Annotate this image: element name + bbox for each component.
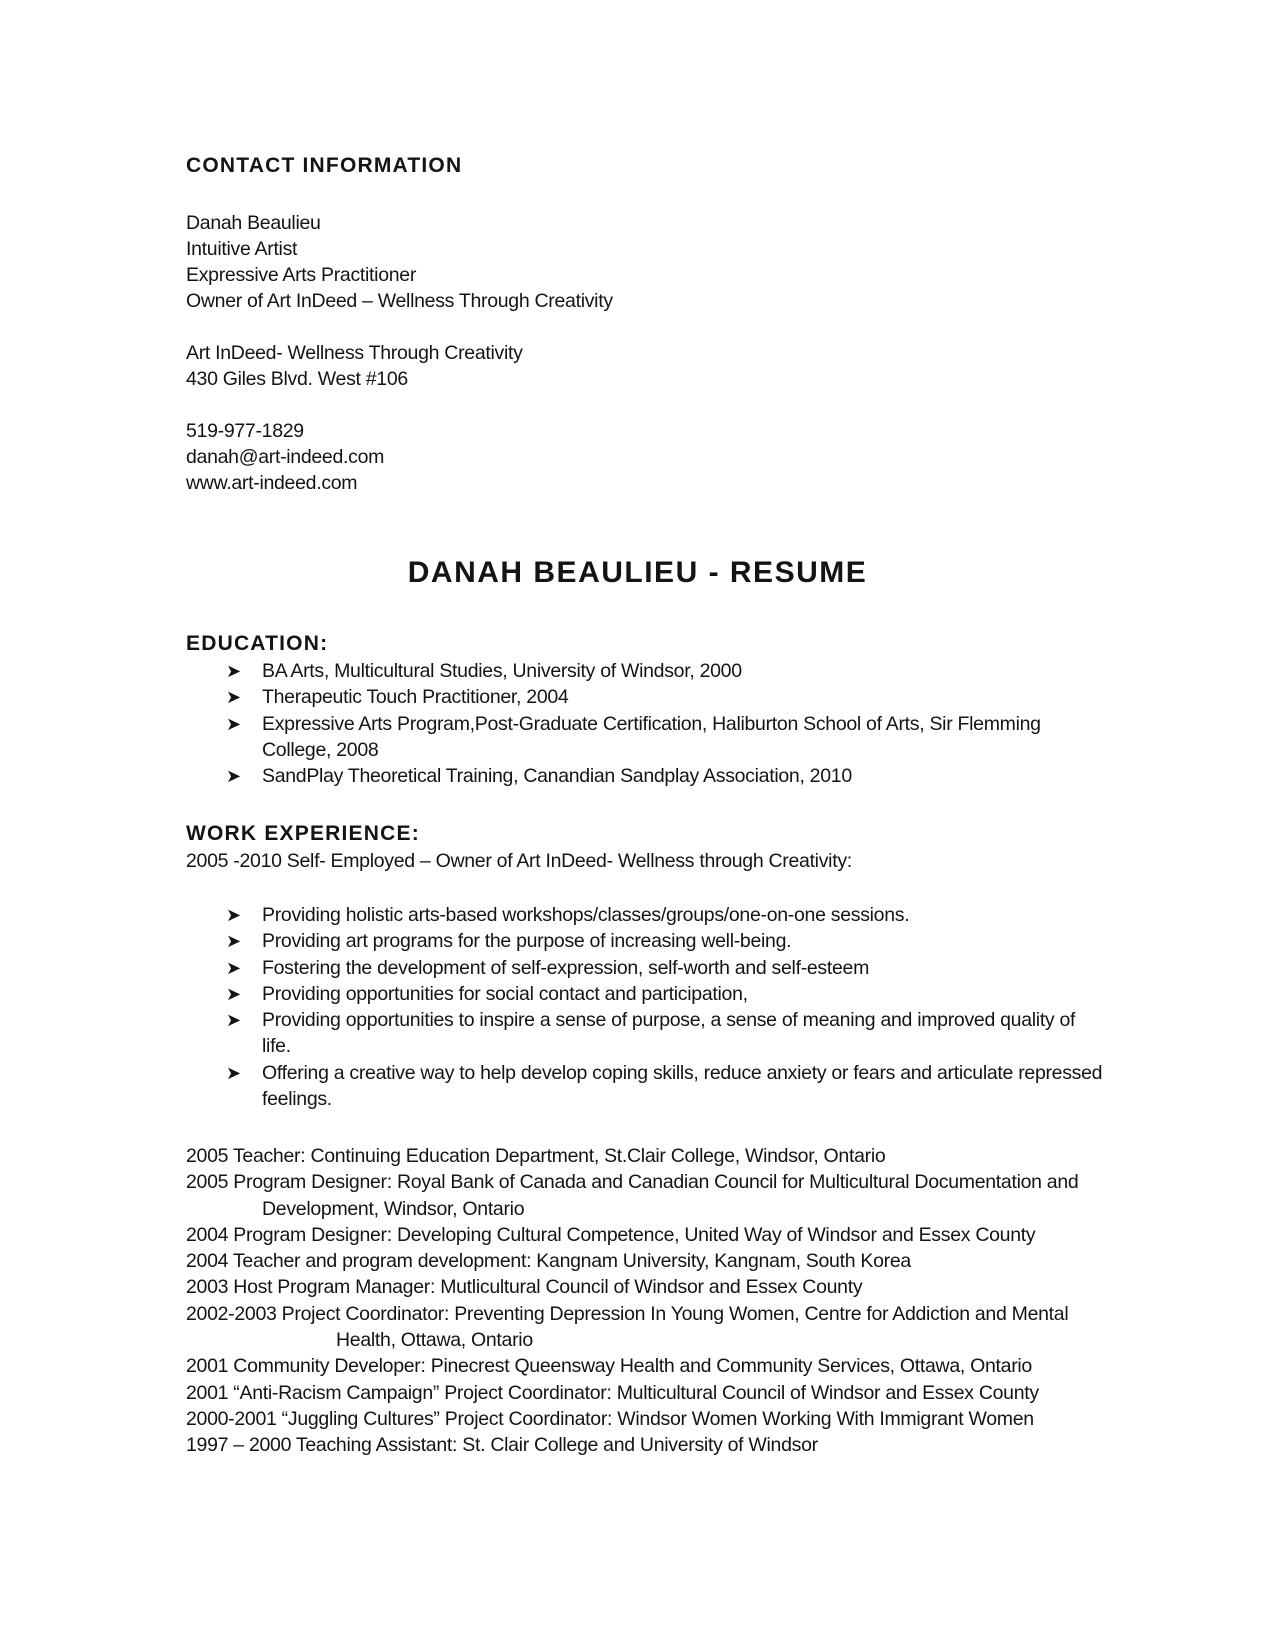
work-duty: Fostering the development of self-expression, self-worth and self-esteem (262, 956, 870, 979)
work-intro: 2005 -2010 Self- Employed – Owner of Art InDeed- Wellness through Creativity: (186, 850, 852, 872)
education-item: Expressive Arts Program,Post-Graduate Certification, Haliburton School of Arts, Sir Flemming College, 2008 (262, 712, 1041, 761)
contact-phone: 519-977-1829 (186, 420, 304, 442)
list-item (226, 711, 1106, 764)
arrow-bullet-icon: ➤ (226, 905, 241, 925)
work-history-row: 2001 “Anti-Racism Campaign” Project Coordinator: Multicultural Council of Windsor and Essex County (186, 1381, 1039, 1404)
arrow-bullet-icon: ➤ (226, 1062, 241, 1083)
work-history-row: 2004 Teacher and program development: Kangnam University, Kangnam, South Korea (186, 1250, 911, 1273)
list-item (226, 928, 1106, 954)
work-history (186, 1143, 1106, 1459)
work-duties-list (226, 902, 1106, 1112)
work-duty: Providing opportunities to inspire a sense of purpose, a sense of meaning and improved quality of life. (262, 1009, 1076, 1058)
education-item: Therapeutic Touch Practitioner, 2004 (262, 686, 569, 709)
contact-email: danah@art-indeed.com (186, 446, 385, 468)
contact-website: www.art-indeed.com (186, 472, 358, 494)
contact-business: Art InDeed- Wellness Through Creativity (186, 342, 523, 364)
work-history-row: 2004 Program Designer: Developing Cultural Competence, United Way of Windsor and Essex County (186, 1223, 1036, 1246)
list-item (226, 763, 1106, 789)
education-item: BA Arts, Multicultural Studies, University of Windsor, 2000 (262, 660, 742, 682)
arrow-bullet-icon: ➤ (226, 1010, 241, 1031)
contact-role-1: Intuitive Artist (186, 238, 298, 260)
resume-title: DANAH BEAULIEU - RESUME (407, 556, 868, 589)
arrow-bullet-icon: ➤ (226, 957, 241, 978)
work-history-row: Development, Windsor, Ontario (262, 1197, 525, 1220)
work-history-row: 2003 Host Program Manager: Mutlicultural Council of Windsor and Essex County (186, 1276, 863, 1299)
arrow-bullet-icon: ➤ (226, 687, 241, 708)
work-history-row: 1997 – 2000 Teaching Assistant: St. Clair College and University of Windsor (186, 1434, 818, 1457)
education-item: SandPlay Theoretical Training, Canandian Sandplay Association, 2010 (262, 765, 852, 788)
work-duty: Providing holistic arts-based workshops/classes/groups/one-on-one sessions. (262, 904, 910, 926)
arrow-bullet-icon: ➤ (226, 931, 241, 952)
list-item (226, 1060, 1106, 1113)
contact-role-3: Owner of Art InDeed – Wellness Through Creativity (186, 290, 613, 312)
work-duty: Offering a creative way to help develop coping skills, reduce anxiety or fears and articulate repressed feelings. (262, 1061, 1103, 1111)
education-list (226, 658, 1106, 789)
work-heading: WORK EXPERIENCE: (186, 822, 420, 845)
work-history-row: Health, Ottawa, Ontario (336, 1329, 533, 1352)
work-history-row: 2005 Teacher: Continuing Education Department, St.Clair College, Windsor, Ontario (186, 1145, 886, 1167)
list-item (226, 684, 1106, 710)
arrow-bullet-icon: ➤ (226, 661, 241, 681)
list-item (226, 955, 1106, 981)
list-item (226, 981, 1106, 1007)
arrow-bullet-icon: ➤ (226, 766, 241, 787)
work-history-row: 2002-2003 Project Coordinator: Preventing Depression In Young Women, Centre for Addiction and Mental (186, 1302, 1069, 1325)
contact-address: 430 Giles Blvd. West #106 (186, 368, 408, 390)
arrow-bullet-icon: ➤ (226, 983, 241, 1004)
arrow-bullet-icon: ➤ (226, 713, 241, 734)
list-item (226, 1007, 1106, 1060)
contact-name: Danah Beaulieu (186, 212, 321, 234)
list-item (226, 658, 1106, 684)
work-duty: Providing opportunities for social contact and participation, (262, 982, 748, 1005)
work-history-row: 2005 Program Designer: Royal Bank of Canada and Canadian Council for Multicultural Documentation and (186, 1171, 1079, 1194)
contact-heading: CONTACT INFORMATION (186, 154, 463, 177)
contact-role-2: Expressive Arts Practitioner (186, 264, 417, 286)
education-heading: EDUCATION: (186, 632, 329, 655)
work-duty: Providing art programs for the purpose of increasing well-being. (262, 930, 792, 953)
work-history-row: 2000-2001 “Juggling Cultures” Project Coordinator: Windsor Women Working With Immigrant Women (186, 1407, 1034, 1430)
list-item (226, 902, 1106, 928)
work-history-row: 2001 Community Developer: Pinecrest Queensway Health and Community Services, Ottawa, Ontario (186, 1355, 1032, 1378)
